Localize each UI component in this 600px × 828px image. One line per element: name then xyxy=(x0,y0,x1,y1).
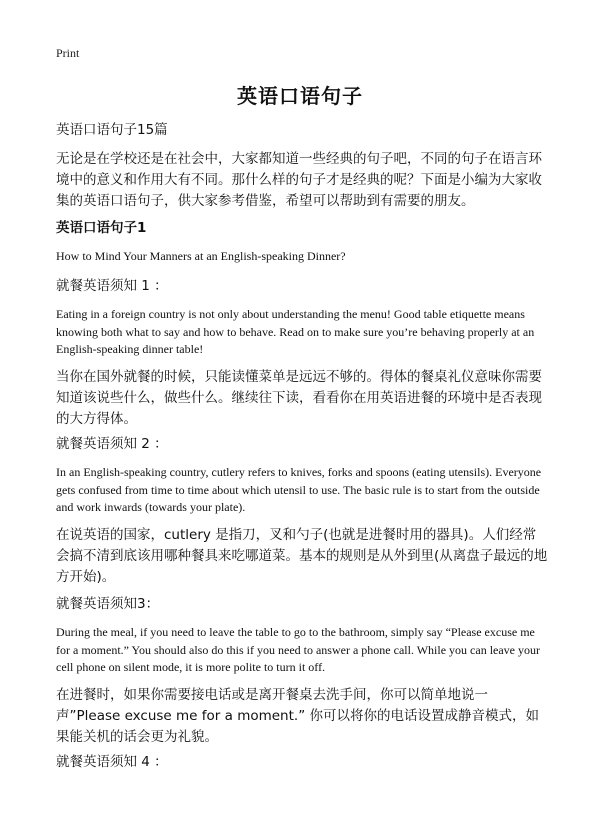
tip-english-text: In an English-speaking country, cutlery refers to knives, forks and spoons (eating utensils). Everyone gets confused from time to time about which utensil to use. The basic rule is to start from the outside and work inwards (towards your plate). xyxy=(56,465,542,514)
section-heading: 英语口语句子1 xyxy=(56,220,147,236)
intro-paragraph: 无论是在学校还是在社会中，大家都知道一些经典的句子吧，不同的句子在语言环境中的意义和作用大有不同。那什么样的句子才是经典的呢？下面是小编为大家收集的英语口语句子，供大家参考借鉴，希望可以帮助到有需要的朋友。 xyxy=(56,151,542,209)
tip-chinese-text: 在说英语的国家，cutlery 是指刀，叉和勺子(也就是进餐时用的器具)。人们经常会搞不清到底该用哪种餐具来吃哪道菜。基本的规则是从外到里(从离盘子最远的地方开始)。 xyxy=(56,527,548,585)
tip-label: 就餐英语须知3： xyxy=(56,596,160,612)
tip-label: 就餐英语须知 2 ： xyxy=(56,436,168,452)
tip-chinese-text: 当你在国外就餐的时候，只能读懂菜单是远远不够的。得体的餐桌礼仪意味你需要知道该说些什么，做些什么。继续往下读，看看你在用英语进餐的环境中是否表现的大方得体。 xyxy=(56,369,542,427)
print-link[interactable]: Print xyxy=(56,46,80,60)
section-english-title: How to Mind Your Manners at an English-speaking Dinner? xyxy=(56,249,346,263)
tip-english-text: Eating in a foreign country is not only about understanding the menu! Good table etiquette means knowing both what to say and how to behave. Read on to make sure you’re behaving properly at an English-speaking dinner table! xyxy=(56,307,535,356)
tip-label: 就餐英语须知 4 ： xyxy=(56,754,168,770)
tip-english-text: During the meal, if you need to leave the table to go to the bathroom, simply say “Please excuse me for a moment.” You should also do this if you need to answer a phone call. While you can leave your cell phone on silent mode, it is more polite to turn it off. xyxy=(56,625,541,674)
tip-label: 就餐英语须知 1 ： xyxy=(56,278,168,294)
page-title: 英语口语句子 xyxy=(237,84,363,108)
intro-subtitle: 英语口语句子15篇 xyxy=(56,122,168,138)
tip-chinese-text: 在进餐时，如果你需要接电话或是离开餐桌去洗手间，你可以简单地说一声”Please excuse me for a moment.” 你可以将你的电话设置成静音模式，如果能关机的话会更为礼貌。 xyxy=(56,687,539,745)
